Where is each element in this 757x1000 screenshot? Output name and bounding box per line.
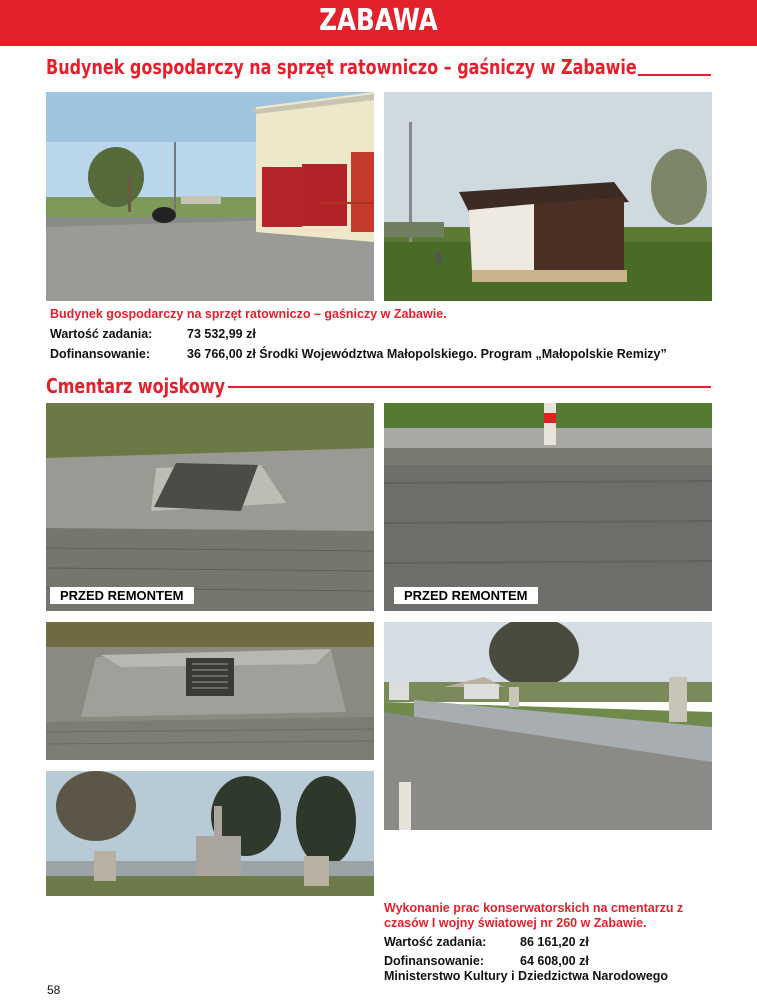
funding-source: Ministerstwo Kultury i Dziedzictwa Narodowego: [384, 969, 669, 983]
value-label: Wartość zadania:: [384, 935, 487, 949]
info-row-value: [50, 327, 710, 343]
info-row-funding: [50, 347, 710, 363]
funding-label: Dofinansowanie:: [50, 347, 151, 361]
funding-label: Dofinansowanie:: [384, 954, 485, 968]
before-renovation-badge: PRZED REMONTEM: [50, 587, 194, 604]
title-rule: [638, 74, 711, 76]
photo-cemetery-wall-after: [384, 622, 712, 830]
value-amount: 73 532,99 zł: [187, 327, 256, 341]
value-label: Wartość zadania:: [50, 327, 153, 341]
caption-fire-building: Budynek gospodarczy na sprzęt ratowniczo – gaśniczy w Zabawie.: [50, 307, 447, 321]
value-amount: 86 161,20 zł: [520, 935, 589, 949]
caption-cemetery-line1: Wykonanie prac konserwatorskich na cmentarzu z: [384, 901, 684, 915]
photo-plaque-after: [46, 622, 374, 760]
section-title-fire-building: Budynek gospodarczy na sprzęt ratowniczo – gaśniczy w Zabawie: [46, 55, 637, 79]
photo-wall-before: [384, 403, 712, 611]
photo-cemetery-monument: [46, 771, 374, 896]
funding-amount: 36 766,00 zł Środki Województwa Małopolskiego. Program „Małopolskie Remizy”: [187, 347, 667, 361]
info-row-value: [384, 935, 710, 951]
photo-fire-station: [46, 92, 374, 301]
photo-garage-building: [384, 92, 712, 301]
info-row-funding: [384, 954, 710, 970]
section-title-cemetery: Cmentarz wojskowy: [46, 374, 226, 398]
title-rule: [228, 386, 711, 388]
page-number: 58: [47, 983, 61, 997]
photo-plaque-before: [46, 403, 374, 611]
funding-amount: 64 608,00 zł: [520, 954, 589, 968]
page-title: ZABAWA: [319, 3, 438, 38]
caption-cemetery-line2: czasów I wojny światowej nr 260 w Zabawie.: [384, 916, 647, 930]
before-renovation-badge: PRZED REMONTEM: [394, 587, 538, 604]
